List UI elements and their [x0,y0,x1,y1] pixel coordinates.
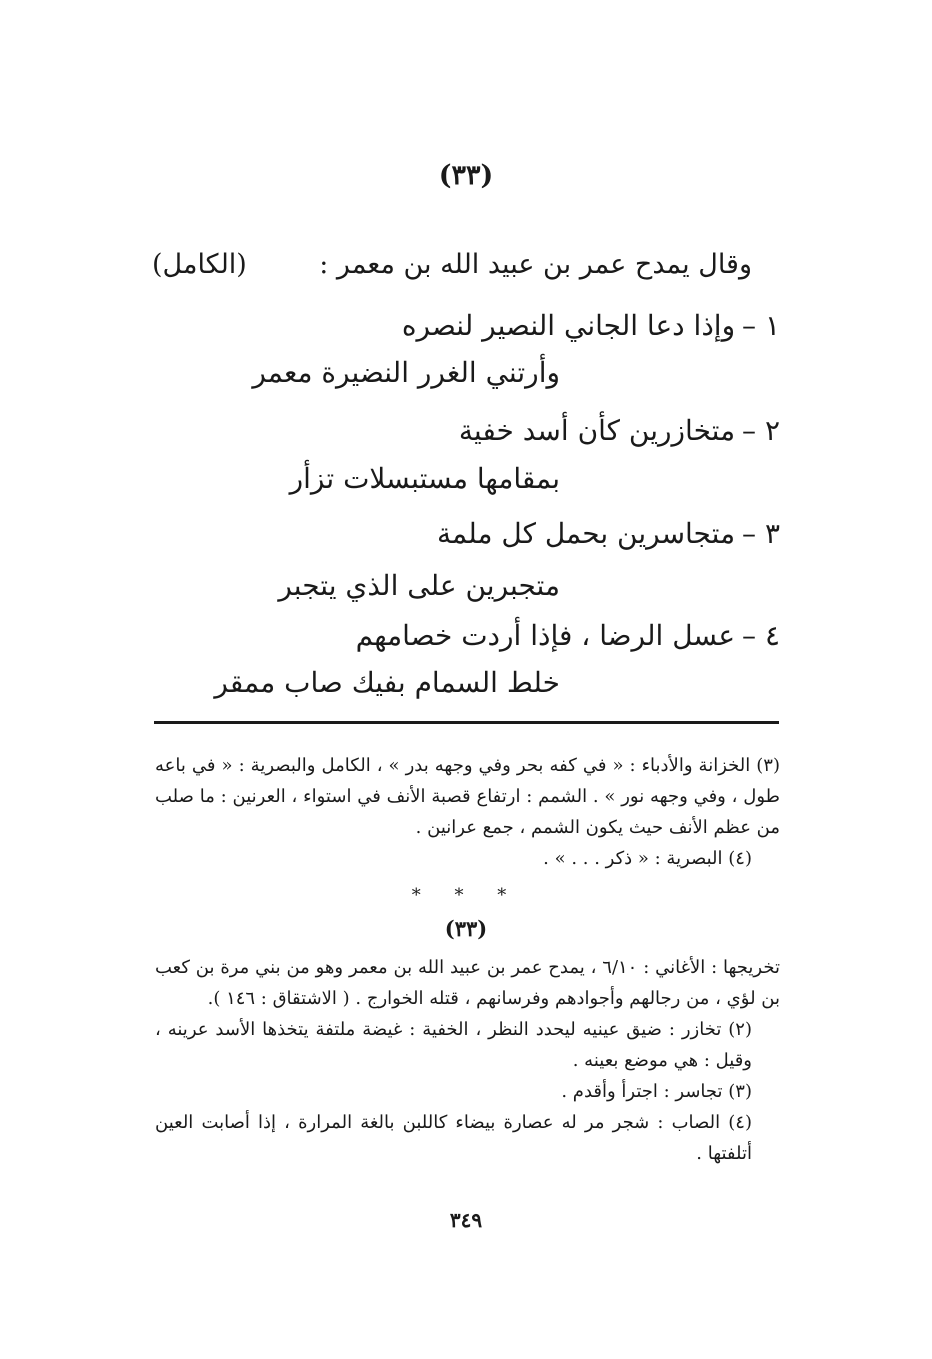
verse-1-first-hemistich [140,305,780,347]
poem-number: (٣٣) [438,160,494,191]
verse-4-first-hemistich [140,615,780,657]
verse-number: ٢ – [742,414,780,447]
verse-number: ٤ – [742,619,780,652]
section-separator: * * * [411,885,521,906]
footnote: (٢) تخازر : ضيق عينيه ليحدد النظر ، الخفية : غيضة ملتفة يتخذها الأسد عرينه ، وقيل : هي موضع بعينه . [155,1019,752,1071]
footnotes-current-poem [155,952,780,1169]
poem-intro [152,243,752,287]
footnote: (٣) الخزانة والأدباء : « في كفه بحر وفي وجهه بدر » ، الكامل والبصرية : « في باعه طول ، وفي وجهه نور » . الشمم : ارتفاع قصبة الأنف في استواء ، العرنين : ما صلب من عظم الأنف حيث يكون الشمم ، جمع عرانين . [155,755,780,838]
hemistich-text: متجاسرين بحمل كل ملمة [437,517,736,550]
verse-2-first-hemistich [140,410,780,452]
verse-2-second-hemistich: بمقامها مستبسلات تزأر [289,462,560,495]
verse-number: ٣ – [742,517,780,550]
verse-3-second-hemistich: متجبرين على الذي يتجبر [278,569,560,602]
footnotes-previous-poem [155,750,780,874]
meter-label: (الكامل) [152,249,247,280]
hemistich-text: متخازرين كأن أسد خفية [458,414,736,447]
footnote: (٤) البصرية : « ذكر . . . » . [543,848,752,869]
hemistich-text: وإذا دعا الجاني النصير لنصره [401,309,736,342]
footnote: (٤) الصاب : شجر مر له عصارة بيضاء كاللبن بالغة المرارة ، إذا أصابت العين أتلفتها . [155,1112,752,1164]
hemistich-text: عسل الرضا ، فإذا أردت خصامهم [355,619,736,652]
verse-3-first-hemistich [140,513,780,555]
footnote-divider [154,721,779,724]
verse-4-second-hemistich: خلط السمام بفيك صاب ممقر [214,666,560,699]
verse-number: ١ – [742,309,780,342]
footnote: (٣) تجاسر : اجترأ وأقدم . [561,1081,752,1102]
intro-text: وقال يمدح عمر بن عبيد الله بن معمر : [319,249,752,280]
notes-section-heading: (٣٣) [444,916,488,941]
page-number: ٣٤٩ [449,1208,483,1232]
footnote-source: تخريجها : الأغاني : ٦/١٠ ، يمدح عمر بن عبيد الله بن معمر وهو من بني مرة بن كعب بن لؤي ، من رجالهم وأجوادهم وفرسانهم ، قتله الخوارج . ( الاشتقاق : ١٤٦ ). [155,957,780,1009]
verse-1-second-hemistich: وأرتني الغرر النضيرة معمر [252,356,560,389]
